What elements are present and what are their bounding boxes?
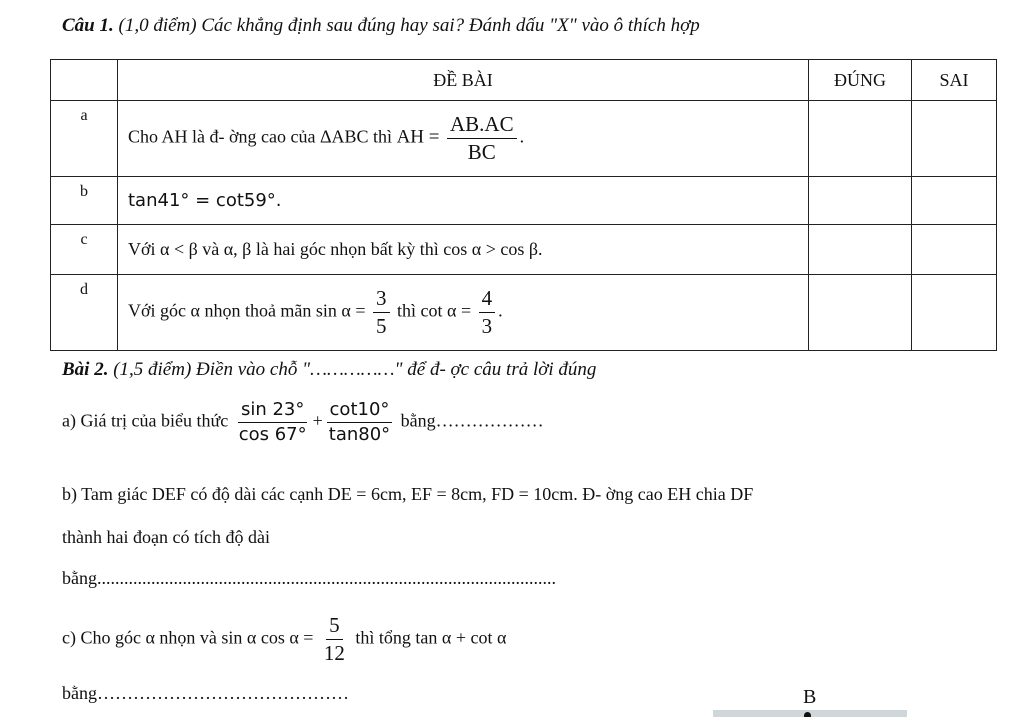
header-problem: ĐỀ BÀI <box>118 60 809 101</box>
question-1-instruction: (1,0 điểm) Các khẳng định sau đúng hay sai? Đánh dấu "X" vào ô thích hợp <box>118 15 700 36</box>
fraction-denominator: 5 <box>376 314 387 338</box>
answer-true-cell[interactable] <box>809 177 912 225</box>
fraction-numerator: AB.AC <box>447 113 517 139</box>
statement-lhs: AH = <box>396 126 440 148</box>
row-statement <box>118 101 809 177</box>
fraction-denominator: 12 <box>323 641 345 666</box>
statement-tail: . <box>498 300 503 321</box>
header-true: ĐÚNG <box>809 60 912 101</box>
figure-point-label: B <box>803 686 817 708</box>
fraction-numerator: 5 <box>326 614 343 640</box>
question-2-heading <box>62 359 596 381</box>
question-1-number: Câu 1. <box>62 15 114 36</box>
statement-text: Cho AH là đ- ờng cao của ΔABC thì <box>128 126 393 147</box>
row-statement <box>118 177 809 225</box>
statement-text: Với α < β và α, β là hai góc nhọn bất kỳ thì cos α > cos β. <box>128 239 543 259</box>
statement-tail: . <box>519 126 525 147</box>
question-2-instruction: (1,5 điểm) Điền vào chỗ "……………" để đ- ợc câu trả lời đúng <box>113 359 597 380</box>
fraction-denominator: 3 <box>481 314 493 338</box>
statement-expression: tan41° = cot59°. <box>128 190 282 211</box>
row-label: a <box>51 101 118 177</box>
exercise-c-prefix: c) Cho góc α nhọn và <box>62 627 217 648</box>
fraction-numerator: cot10° <box>327 400 393 423</box>
answer-false-cell[interactable] <box>912 275 997 351</box>
question-2-number: Bài 2. <box>62 359 109 380</box>
table-row <box>51 101 997 177</box>
row-statement <box>118 225 809 275</box>
statement-lhs: sin α = <box>315 300 366 321</box>
table-row <box>51 275 997 351</box>
fraction-denominator: cos 67° <box>238 423 307 445</box>
fraction <box>373 287 390 338</box>
plus-sign: + <box>312 410 323 431</box>
fraction-denominator: tan80° <box>328 423 391 445</box>
fraction-numerator: sin 23° <box>238 400 307 423</box>
row-statement <box>118 275 809 351</box>
answer-blank[interactable]: bằng……………… <box>400 410 544 431</box>
answer-true-cell[interactable] <box>809 101 912 177</box>
header-false: SAI <box>912 60 997 101</box>
question-1-heading <box>62 15 700 37</box>
fraction <box>479 287 496 338</box>
row-label: c <box>51 225 118 275</box>
answer-blank[interactable]: bằng…………………………………… <box>62 683 349 703</box>
answer-true-cell[interactable] <box>809 225 912 275</box>
answer-true-cell[interactable] <box>809 275 912 351</box>
exercise-b-line-2: thành hai đoạn có tích độ dài <box>62 527 270 547</box>
true-false-table <box>50 59 997 351</box>
exercise-c-suffix: thì tổng tan α + cot α <box>355 627 507 648</box>
exercise-c <box>62 614 506 665</box>
table-row <box>51 225 997 275</box>
exercise-b-line-1: b) Tam giác DEF có độ dài các cạnh DE = 6cm, EF = 8cm, FD = 10cm. Đ- ờng cao EH chia DF <box>62 484 754 504</box>
exercise-a-prefix: a) Giá trị của biểu thức <box>62 410 229 431</box>
fraction-numerator: 4 <box>479 287 496 313</box>
table-header-row <box>51 60 997 101</box>
header-label-cell <box>51 60 118 101</box>
answer-false-cell[interactable] <box>912 177 997 225</box>
statement-text: Với góc α nhọn thoả mãn <box>128 300 312 321</box>
answer-blank[interactable]: bằng...................................................................................................... <box>62 568 556 588</box>
fraction <box>447 113 517 164</box>
answer-false-cell[interactable] <box>912 225 997 275</box>
fraction <box>326 400 393 445</box>
row-label: d <box>51 275 118 351</box>
fraction <box>321 614 348 665</box>
row-label: b <box>51 177 118 225</box>
statement-lhs-2: cot α = <box>420 300 472 321</box>
table-row <box>51 177 997 225</box>
answer-false-cell[interactable] <box>912 101 997 177</box>
figure-point-marker <box>804 712 811 717</box>
statement-connector: thì <box>397 300 417 321</box>
exercise-c-lhs: sin α cos α = <box>221 627 314 648</box>
fraction <box>236 400 310 445</box>
exercise-a <box>62 400 544 445</box>
fraction-denominator: BC <box>467 140 496 164</box>
fraction-numerator: 3 <box>373 287 390 313</box>
